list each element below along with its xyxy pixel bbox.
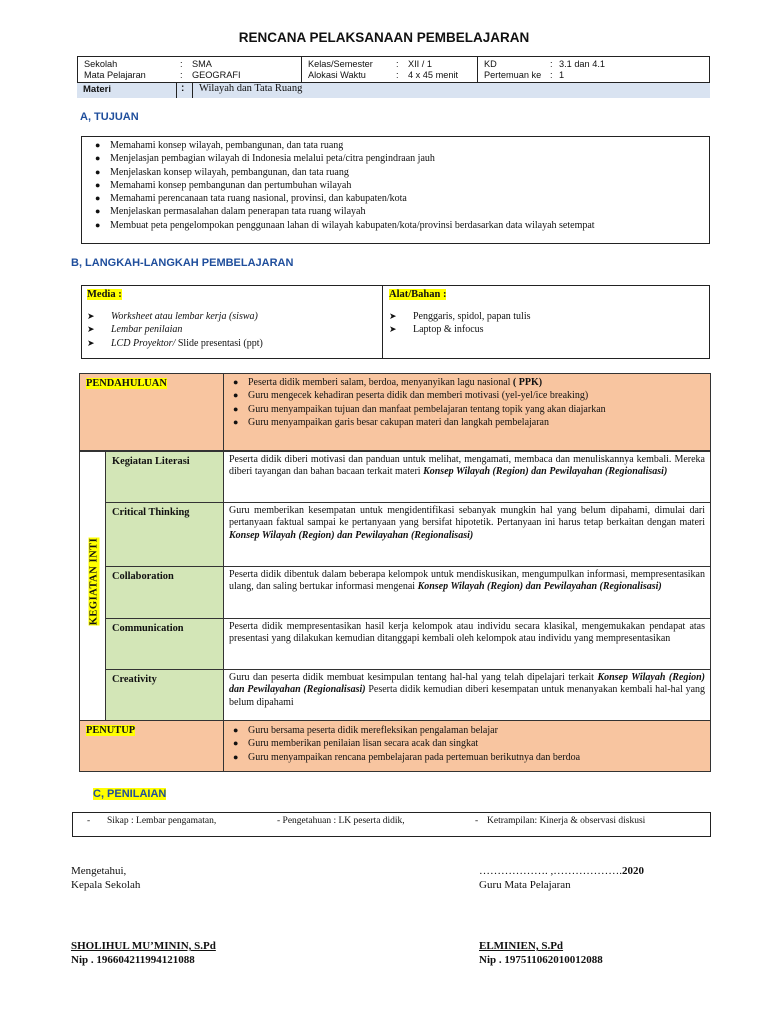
tujuan-box (81, 136, 710, 244)
penutup-label: PENUTUP (86, 725, 136, 736)
critical-content-cell (223, 502, 711, 567)
divider (192, 83, 193, 98)
bullet-icon: ● (95, 179, 101, 190)
list-item: ➤ LCD Proyektor/ Slide presentasi (ppt) (87, 337, 263, 349)
alokasi-label: Alokasi Waktu (308, 70, 366, 80)
penutup-label-cell (79, 720, 224, 772)
pertemuan-label: Pertemuan ke (484, 70, 542, 80)
creat-text: Guru dan peserta didik membuat kesimpulan tentang hal-hal yang telah dipelajari terkait Konsep Wilayah (Region) dan Pewilayahan (Regionalisasi) Peserta didik kemudian diberi kesempatan untuk menanyakan kembali hal-hal yang belum dipahami (229, 672, 706, 708)
literasi-label-cell (105, 451, 224, 503)
divider (382, 286, 383, 358)
kepsek-nip: Nip . 196604211994121088 (71, 954, 195, 966)
colon: : (550, 59, 553, 69)
materi-row (77, 82, 710, 98)
guru-text: Guru Mata Pelajaran (479, 879, 571, 891)
arrow-bullet-icon: ➤ (87, 324, 95, 335)
list-item: ● Guru mengecek kehadiran peserta didik dan memberi motivasi (yel-yel/ice breaking) (233, 390, 589, 402)
bullet-icon: ● (233, 738, 239, 749)
guru-name: ELMINIEN, S.Pd (479, 940, 564, 952)
colon: : (180, 70, 183, 80)
colon: : (180, 59, 183, 69)
bullet-icon: ● (95, 140, 101, 150)
tujuan-heading: A, TUJUAN (80, 111, 139, 123)
mapel-label: Mata Pelajaran (84, 70, 146, 80)
colon: : (181, 83, 185, 94)
list-item: ● Peserta didik memberi salam, berdoa, menyanyikan lagu nasional ( PPK) (233, 377, 543, 388)
arrow-bullet-icon: ➤ (389, 311, 397, 321)
critical-label-cell (105, 502, 224, 567)
kd-label: KD (484, 59, 497, 69)
comm-label-cell (105, 618, 224, 670)
literasi-content-cell (223, 451, 711, 503)
alat-colon: : (442, 289, 447, 300)
penilaian-heading: C, PENILAIAN (93, 788, 167, 800)
kelas-label: Kelas/Semester (308, 59, 373, 69)
tujuan-list (86, 139, 705, 232)
media-alat-box (81, 285, 710, 359)
langkah-heading: B, LANGKAH-LANGKAH PEMBELAJARAN (71, 257, 294, 269)
materi-value: Wilayah dan Tata Ruang (199, 83, 303, 94)
page-title: RENCANA PELAKSANAAN PEMBELAJARAN (238, 30, 530, 45)
media-list (87, 310, 377, 350)
literasi-text: Peserta didik diberi motivasi dan panduan untuk melihat, mengamati, membaca dan menuliskannya kembali. Mereka diberi tayangan dan bahan bacaan terkait materi Konsep Wilayah (Region) dan Pewilayahan (Regionalisasi) (229, 454, 705, 478)
list-item: ● Guru bersama peserta didik merefleksikan pengalaman belajar (233, 725, 498, 736)
kd-value: 3.1 dan 4.1 (559, 59, 605, 69)
penilaian-sikap: Sikap : Lembar pengamatan, (107, 816, 217, 826)
divider (477, 56, 478, 82)
pendahuluan-content-cell (223, 373, 711, 451)
list-item: ● Memahami konsep pembangunan dan pertumbuhan wilayah (95, 179, 352, 191)
divider (301, 56, 302, 82)
pendahuluan-list (224, 374, 710, 429)
colon: : (550, 70, 553, 80)
creat-label-cell (105, 669, 224, 721)
arrow-bullet-icon: ➤ (87, 311, 95, 321)
collab-text: Peserta didik dibentuk dalam beberapa kelompok untuk mendiskusikan, mengumpulkan informasi, mempresentasikan ulang, dan saling bertukar informasi mengenai Konsep Wilayah (Region) dan Pewilayahan (Regionalisasi) (229, 569, 705, 593)
bullet-icon: ● (233, 725, 239, 735)
arrow-bullet-icon: ➤ (87, 337, 95, 348)
creat-content-cell (223, 669, 711, 721)
bullet-icon: ● (95, 153, 101, 164)
alat-list (389, 310, 699, 337)
kepala-sekolah-text: Kepala Sekolah (71, 879, 141, 891)
mengetahui-text: Mengetahui, (71, 865, 127, 877)
list-item: ➤ Lembar penilaian (87, 324, 183, 336)
bullet-icon: ● (95, 166, 101, 177)
pertemuan-value: 1 (559, 70, 565, 80)
kelas-value: XII / 1 (408, 59, 433, 69)
media-colon: : (118, 289, 122, 300)
inti-label: KEGIATAN INTI (88, 537, 100, 626)
pendahuluan-label: PENDAHULUAN (86, 378, 167, 389)
list-item: ● Menjelasjan pembagian wilayah di Indonesia melalui peta/citra pengindraan jauh (95, 153, 435, 165)
list-item: ● Guru menyampaikan rencana pembelajaran pada pertemuan berikutnya dan berdoa (233, 751, 581, 763)
dash: - (475, 816, 479, 826)
divider (176, 83, 177, 98)
bullet-icon: ● (95, 206, 101, 217)
collab-label: Collaboration (112, 571, 174, 582)
list-item: ● Menjelaskan konsep wilayah, pembangunan, dan tata ruang (95, 166, 349, 178)
media-heading (87, 289, 122, 300)
penutup-content-cell (223, 720, 711, 772)
bullet-icon: ● (233, 403, 239, 414)
kepsek-name: SHOLIHUL MU’MININ, S.Pd (71, 940, 216, 952)
comm-text: Peserta didik mempresentasikan hasil kerja kelompok atau individu secara klasikal, mengemukakan pendapat atas presentasi yang dilakukan kemudian ditanggapi kembali oleh kelompok atau individu yang mempresentasikan (229, 621, 705, 645)
arrow-bullet-icon: ➤ (389, 324, 397, 335)
list-item: ● Menjelaskan permasalahan dalam penerapan tata ruang wilayah (95, 206, 366, 218)
list-item: ● Guru memberikan penilaian lisan secara acak dan singkat (233, 738, 479, 750)
creat-label: Creativity (112, 674, 157, 685)
literasi-label: Kegiatan Literasi (112, 456, 190, 467)
penutup-list (224, 721, 710, 764)
list-item: ➤ Worksheet atau lembar kerja (siswa) (87, 311, 258, 322)
guru-nip: Nip . 197511062010012088 (479, 954, 603, 966)
list-item: ● Guru menyampaikan garis besar cakupan materi dan langkah pembelajaran (233, 416, 549, 428)
materi-label: Materi (83, 84, 111, 95)
dash: - (87, 816, 91, 826)
bullet-icon: ● (95, 219, 101, 230)
list-item: ● Guru menyampaikan tujuan dan manfaat pembelajaran tentang topik yang akan diajarkan (233, 403, 606, 415)
critical-label: Critical Thinking (112, 507, 190, 518)
alokasi-value: 4 x 45 menit (408, 70, 459, 80)
collab-content-cell (223, 566, 711, 619)
comm-label: Communication (112, 623, 184, 634)
list-item: ➤ Penggaris, spidol, papan tulis (389, 311, 531, 322)
penilaian-pengetahuan: - Pengetahuan : LK peserta didik, (277, 816, 405, 826)
list-item: ➤ Laptop & infocus (389, 324, 484, 336)
sekolah-value: SMA (192, 59, 212, 69)
critical-text: Guru memberikan kesempatan untuk mengidentifikasi sebanyak mungkin hal yang belum dipahami, dimulai dari pertanyaan faktual sampai ke pertanyaan yang bersifat hipotetik. Pertanyaan ini harus tetap berkaitan dengan materi Konsep Wilayah (Region) dan Pewilayahan (Regionalisasi) (229, 505, 705, 541)
mapel-value: GEOGRAFI (192, 70, 241, 80)
inti-label-cell (79, 451, 106, 721)
list-item: ● Memahami konsep wilayah, pembangunan, dan tata ruang (95, 140, 344, 151)
alat-label: Alat/Bahan (389, 289, 441, 300)
media-label: Media (87, 289, 116, 300)
bullet-icon: ● (95, 193, 101, 204)
alat-heading (389, 289, 446, 300)
sekolah-label: Sekolah (84, 59, 118, 69)
bullet-icon: ● (233, 390, 239, 401)
list-item: ● Memahami perencanaan tata ruang nasional, provinsi, dan kabupaten/kota (95, 193, 407, 205)
penilaian-box (72, 812, 711, 837)
comm-content-cell (223, 618, 711, 670)
bullet-icon: ● (233, 751, 239, 762)
date-line: ………………. ,……………….2020 (479, 865, 644, 877)
pendahuluan-label-cell (79, 373, 224, 451)
bullet-icon: ● (233, 377, 239, 387)
bullet-icon: ● (233, 416, 239, 427)
colon: : (396, 59, 399, 69)
list-item: ● Membuat peta pengelompokan penggunaan lahan di wilayah kabupaten/kota/provinsi berdasarkan data wilayah setempat (95, 219, 595, 231)
collab-label-cell (105, 566, 224, 619)
penilaian-keterampilan: Ketrampilan: Kinerja & observasi diskusi (487, 816, 646, 826)
colon: : (396, 70, 399, 80)
